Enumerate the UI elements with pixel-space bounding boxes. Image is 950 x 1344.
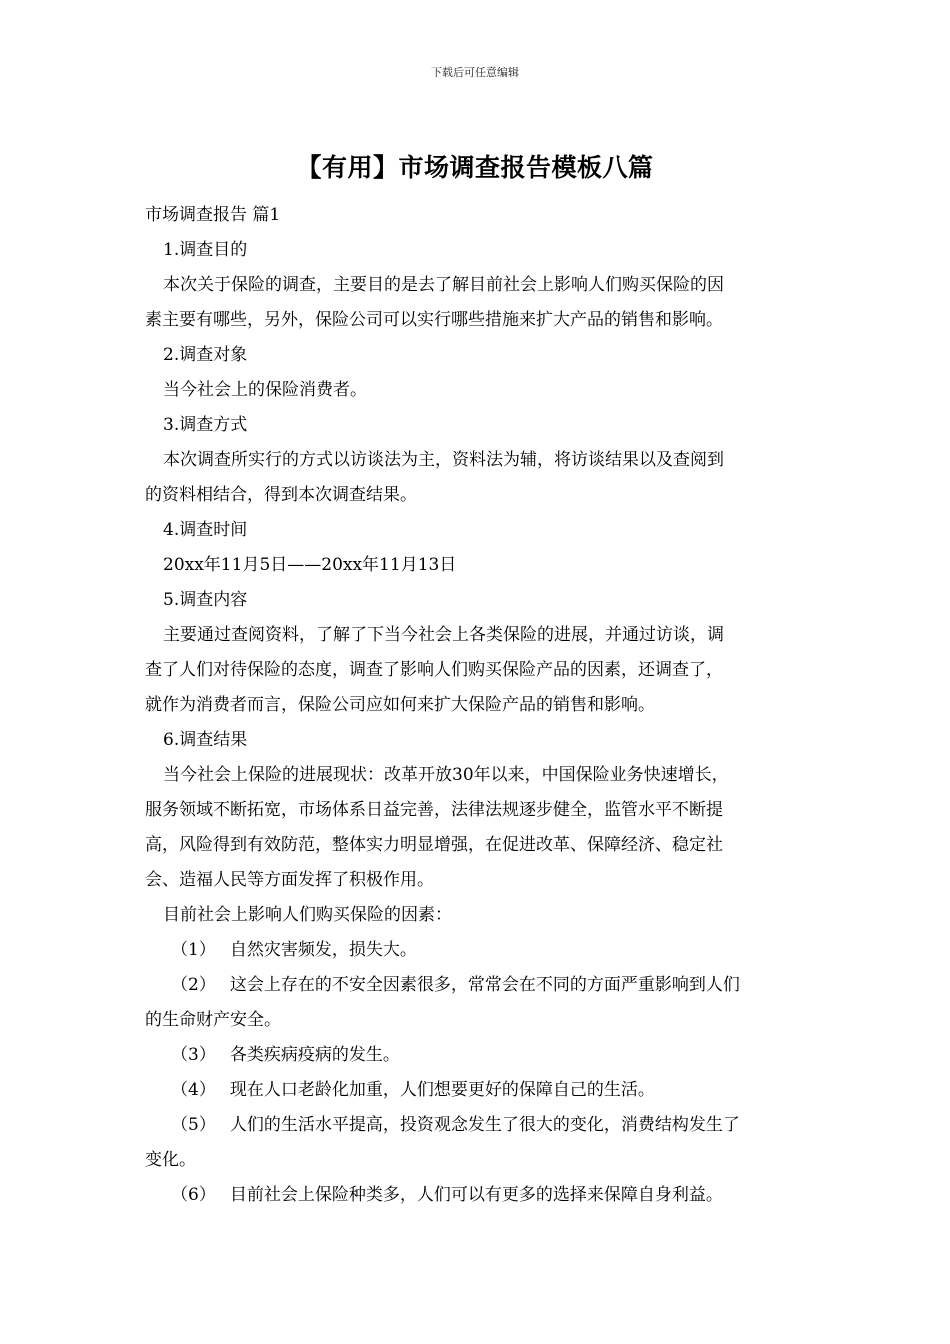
paragraph-line: 主要通过查阅资料，了解了下当今社会上各类保险的进展，并通过访谈，调	[163, 625, 724, 645]
document-body	[145, 198, 807, 1213]
paragraph-line: 查了人们对待保险的态度，调查了影响人们购买保险产品的因素，还调查了，	[145, 660, 723, 680]
heading-subject: 2.调查对象	[163, 345, 248, 365]
paragraph-line: 的资料相结合，得到本次调查结果。	[145, 485, 417, 505]
paragraph-line: 素主要有哪些，另外，保险公司可以实行哪些措施来扩大产品的销售和影响。	[145, 310, 723, 330]
paragraph-line: 20xx年11月5日——20xx年11月13日	[163, 555, 457, 575]
section-label: 市场调查报告 篇1	[145, 205, 281, 225]
list-item	[145, 1108, 807, 1143]
list-item	[145, 933, 807, 968]
paragraph-line: 高，风险得到有效防范，整体实力明显增强，在促进改革、保障经济、稳定社	[145, 835, 723, 855]
paragraph-line: 本次关于保险的调查，主要目的是去了解目前社会上影响人们购买保险的因	[163, 275, 724, 295]
list-item-continuation: 的生命财产安全。	[145, 1010, 281, 1030]
list-item	[145, 1038, 807, 1073]
list-item	[145, 1178, 807, 1213]
list-text: 各类疾病疫病的发生。	[229, 1045, 400, 1065]
list-text: 人们的生活水平提高，投资观念发生了很大的变化，消费结构发生了	[229, 1115, 740, 1135]
heading-time: 4.调查时间	[163, 520, 248, 540]
paragraph-line: 本次调查所实行的方式以访谈法为主，资料法为辅，将访谈结果以及查阅到	[163, 450, 724, 470]
list-item	[145, 968, 807, 1003]
list-number: （1）	[171, 940, 216, 960]
list-item-continuation: 变化。	[145, 1150, 196, 1170]
paragraph-line: 会、造福人民等方面发挥了积极作用。	[145, 870, 434, 890]
paragraph-line: 就作为消费者而言，保险公司应如何来扩大保险产品的销售和影响。	[145, 695, 655, 715]
paragraph-line: 当今社会上保险的进展现状：改革开放30年以来，中国保险业务快速增长，	[163, 765, 729, 785]
list-text: 自然灾害频发，损失大。	[229, 940, 417, 960]
list-text: 目前社会上保险种类多，人们可以有更多的选择来保障自身利益。	[229, 1185, 723, 1205]
list-text: 现在人口老龄化加重，人们想要更好的保障自己的生活。	[229, 1080, 655, 1100]
list-item	[145, 1073, 807, 1108]
list-number: （5）	[171, 1115, 216, 1135]
list-number: （2）	[171, 975, 216, 995]
list-text: 这会上存在的不安全因素很多，常常会在不同的方面严重影响到人们	[229, 975, 740, 995]
heading-method: 3.调查方式	[163, 415, 248, 435]
header-note: 下载后可任意编辑	[431, 66, 519, 79]
document-title: 【有用】市场调查报告模板八篇	[296, 153, 654, 182]
list-number: （3）	[171, 1045, 216, 1065]
paragraph-line: 目前社会上影响人们购买保险的因素：	[163, 905, 452, 925]
list-number: （4）	[171, 1080, 216, 1100]
heading-content: 5.调查内容	[163, 590, 248, 610]
heading-results: 6.调查结果	[163, 730, 248, 750]
paragraph-line: 当今社会上的保险消费者。	[163, 380, 367, 400]
paragraph-line: 服务领域不断拓宽，市场体系日益完善，法律法规逐步健全，监管水平不断提	[145, 800, 723, 820]
list-number: （6）	[171, 1185, 216, 1205]
heading-purpose: 1.调查目的	[163, 240, 248, 260]
